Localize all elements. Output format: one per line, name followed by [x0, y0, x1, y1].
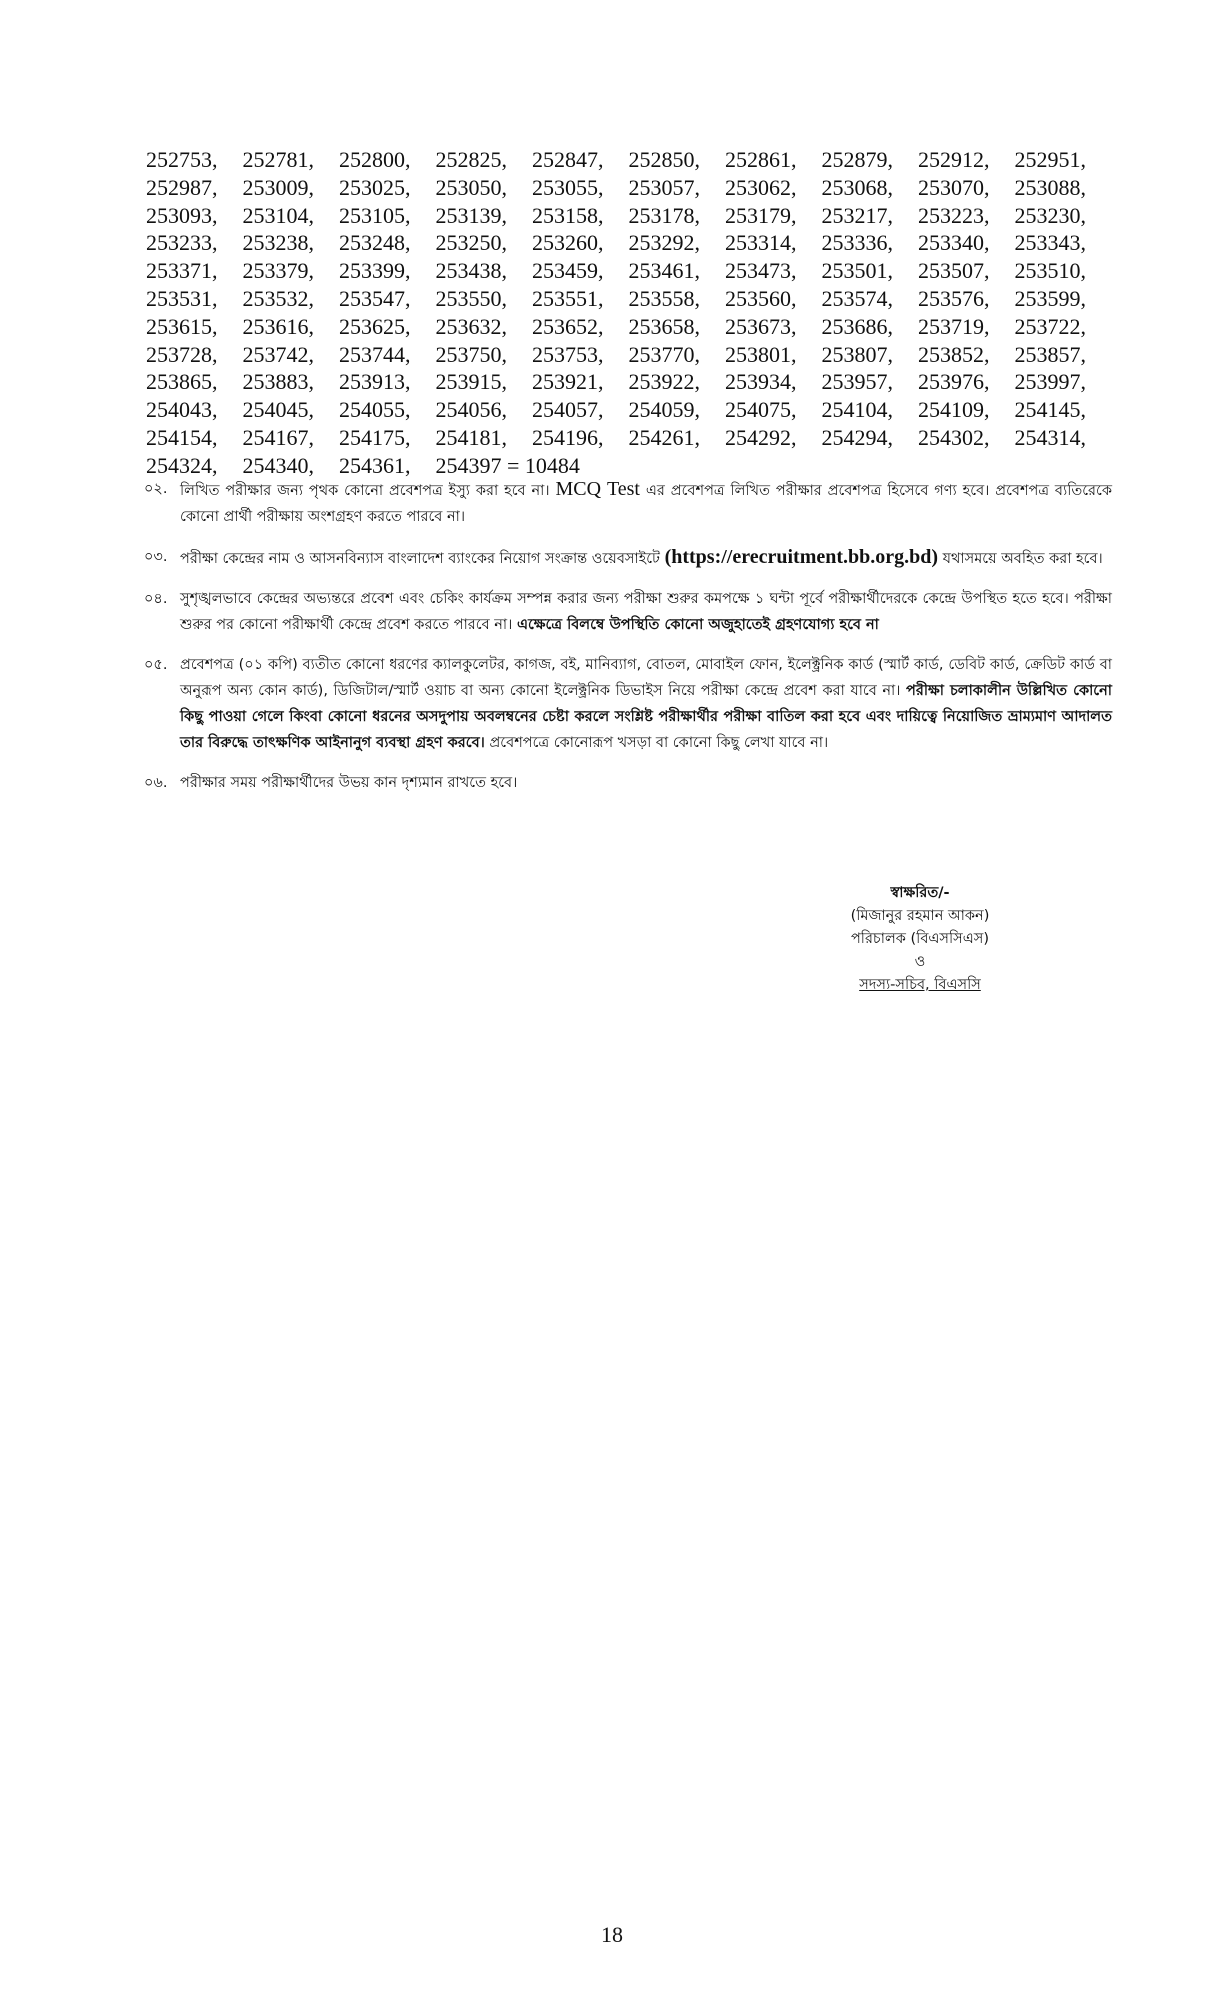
roll-number: 253547, [339, 285, 411, 311]
roll-number: 254059, [628, 397, 700, 423]
roll-number: 254292, [725, 424, 797, 450]
roll-number: 253088, [1014, 174, 1086, 200]
roll-number: 252912, [918, 147, 990, 172]
instruction-text [180, 586, 1112, 638]
roll-number: 254109, [918, 397, 990, 423]
roll-number: 253753, [532, 341, 604, 367]
roll-row [146, 368, 1106, 396]
instruction-text [180, 652, 1112, 756]
roll-number: 253915, [435, 369, 507, 395]
roll-number: 253997, [1014, 369, 1086, 395]
roll-number: 254175, [339, 424, 411, 450]
instruction-segment: পরীক্ষা কেন্দ্রের নাম ও আসনবিন্যাস বাংলাদেশ ব্যাংকের নিয়োগ সংক্রান্ত ওয়েবসাইটে [180, 551, 665, 567]
signatory-conjunction: ও [914, 954, 926, 970]
instructions-list [144, 476, 1112, 810]
roll-row [146, 341, 1106, 369]
roll-number: 253913, [339, 369, 411, 395]
roll-number: 254181, [435, 424, 507, 450]
roll-number: 253770, [628, 341, 700, 367]
roll-number: 253105, [339, 202, 411, 228]
page-number: 18 [601, 1922, 623, 1947]
roll-number: 253459, [532, 258, 604, 284]
signatory-designation: পরিচালক (বিএসসিএস) [850, 931, 990, 947]
roll-number: 253976, [918, 369, 990, 395]
roll-number: 253615, [146, 313, 218, 339]
roll-number: 253179, [725, 202, 797, 228]
signatory-secretary: সদস্য-সচিব, বিএসসি [859, 977, 981, 993]
roll-number: 253616, [242, 313, 314, 339]
roll-number: 253217, [821, 202, 893, 228]
roll-number: 253336, [821, 230, 893, 256]
instruction-text [180, 544, 1112, 572]
roll-number: 253343, [1014, 230, 1086, 256]
roll-number: 253852, [918, 341, 990, 367]
roll-number: 253399, [339, 258, 411, 284]
roll-number: 253742, [242, 341, 314, 367]
roll-number: 252850, [628, 147, 700, 172]
roll-number: 253158, [532, 202, 604, 228]
roll-number: 254261, [628, 424, 700, 450]
roll-number: 253599, [1014, 285, 1086, 311]
roll-number: 253068, [821, 174, 893, 200]
roll-number: 253728, [146, 341, 218, 367]
roll-number: 252879, [821, 147, 893, 172]
roll-number: 253461, [628, 258, 700, 284]
roll-row [146, 424, 1106, 452]
roll-number: 252861, [725, 147, 797, 172]
instruction-segment: পরীক্ষার সময় পরীক্ষার্থীদের উভয় কান দৃশ্যমান রাখতে হবে। [180, 775, 518, 791]
roll-number: 254045, [242, 397, 314, 423]
roll-number: 254340, [242, 452, 314, 478]
instruction-item [144, 544, 1112, 572]
roll-row [146, 257, 1106, 285]
instruction-text [180, 770, 1112, 796]
instruction-segment: এক্ষেত্রে বিলম্বে উপস্থিতি কোনো অজুহাতেই গ্রহণযোগ্য হবে না [516, 617, 879, 633]
roll-number: 253093, [146, 202, 218, 228]
instruction-segment: লিখিত পরীক্ষার জন্য পৃথক কোনো প্রবেশপত্র ইস্যু করা হবে না। [180, 483, 556, 499]
roll-number: 254167, [242, 424, 314, 450]
roll-number: 253314, [725, 230, 797, 256]
roll-number: 253473, [725, 258, 797, 284]
roll-row [146, 174, 1106, 202]
instruction-number: ০২. [144, 481, 168, 497]
roll-number: 252847, [532, 147, 604, 172]
roll-row [146, 146, 1106, 174]
instruction-number: ০৫. [144, 657, 168, 673]
roll-number: 253178, [628, 202, 700, 228]
roll-number: 253070, [918, 174, 990, 200]
roll-number: 254314, [1014, 424, 1086, 450]
roll-number: 253652, [532, 313, 604, 339]
roll-number: 253673, [725, 313, 797, 339]
roll-number: 253934, [725, 369, 797, 395]
roll-row [146, 202, 1106, 230]
roll-number: 253139, [435, 202, 507, 228]
roll-number: 253750, [435, 341, 507, 367]
roll-number: 254397 = 10484 [435, 452, 580, 478]
roll-number: 253501, [821, 258, 893, 284]
roll-number: 254055, [339, 397, 411, 423]
roll-number: 254302, [918, 424, 990, 450]
roll-number: 254294, [821, 424, 893, 450]
roll-number: 253510, [1014, 258, 1086, 284]
signatory-name: (মিজানুর রহমান আকন) [850, 908, 990, 924]
roll-number: 253625, [339, 313, 411, 339]
roll-number: 253104, [242, 202, 314, 228]
instruction-segment: পরীক্ষা চলাকালীন উল্লিখিত কোনো কিছু পাওয়া গেলে কিংবা কোনো ধরনের অসদুপায় অবলম্বনের চেষ্টা করলে সংশ্লিষ্ট পরীক্ষার্থীর পরীক্ষা বাতিল করা হবে এবং দায়িত্বে নিয়োজিত ভ্রাম্যমাণ আদালত তার বিরুদ্ধে তাৎক্ষণিক আইনানুগ ব্যবস্থা গ্রহণ করবে। [180, 683, 1112, 751]
roll-number: 253233, [146, 230, 218, 256]
roll-number: 254075, [725, 397, 797, 423]
roll-number: 253379, [242, 258, 314, 284]
roll-number: 253632, [435, 313, 507, 339]
roll-number: 254057, [532, 397, 604, 423]
roll-number: 252825, [435, 147, 507, 172]
roll-number: 253957, [821, 369, 893, 395]
roll-number: 253686, [821, 313, 893, 339]
roll-number: 253507, [918, 258, 990, 284]
instruction-segment: MCQ Test [555, 478, 640, 500]
roll-number: 253260, [532, 230, 604, 256]
roll-row [146, 313, 1106, 341]
signature-block [820, 882, 1020, 997]
roll-number: 254196, [532, 424, 604, 450]
instruction-segment: প্রবেশপত্রে কোনোরূপ খসড়া বা কোনো কিছু লেখা যাবে না। [484, 735, 829, 751]
roll-number: 253922, [628, 369, 700, 395]
roll-row [146, 229, 1106, 257]
roll-number: 252987, [146, 174, 218, 200]
roll-number: 253062, [725, 174, 797, 200]
signed-label: স্বাক্ষরিত/- [890, 885, 950, 901]
roll-number: 253238, [242, 230, 314, 256]
roll-number: 252800, [339, 147, 411, 172]
instruction-segment: প্রবেশপত্র (০১ কপি) ব্যতীত কোনো ধরণের ক্যালকুলেটর, কাগজ, বই, মানিব্যাগ, বোতল, মোবাইল ফোন, ইলেক্ট্রনিক কার্ড (স্মার্ট কার্ড, ডেবিট কার্ড, ক্রেডিট কার্ড বা অনুরূপ অন্য কোন কার্ড), ডিজিটাল/স্মার্ট ওয়াচ বা অন্য কোনো ইলেক্ট্রনিক ডিভাইস নিয়ে পরীক্ষা কেন্দ্রে প্রবেশ করা যাবে না। [180, 657, 1112, 699]
instruction-item [144, 770, 1112, 796]
roll-number: 253865, [146, 369, 218, 395]
roll-number: 253531, [146, 285, 218, 311]
roll-number: 253576, [918, 285, 990, 311]
roll-number: 253560, [725, 285, 797, 311]
instruction-number: ০৪. [144, 591, 168, 607]
roll-number: 254043, [146, 397, 218, 423]
instruction-item [144, 652, 1112, 756]
roll-number: 253057, [628, 174, 700, 200]
roll-number: 253055, [532, 174, 604, 200]
roll-number: 253025, [339, 174, 411, 200]
roll-number: 253857, [1014, 341, 1086, 367]
roll-number: 253371, [146, 258, 218, 284]
roll-number: 253744, [339, 341, 411, 367]
instruction-number: ০৩. [144, 549, 168, 565]
roll-number: 254056, [435, 397, 507, 423]
instruction-item [144, 476, 1112, 530]
roll-number: 253250, [435, 230, 507, 256]
roll-number: 253340, [918, 230, 990, 256]
roll-number: 252753, [146, 147, 218, 172]
website-link-text: (https://erecruitment.bb.org.bd) [664, 546, 939, 568]
roll-number: 253719, [918, 313, 990, 339]
roll-number: 253050, [435, 174, 507, 200]
instruction-segment: সুশৃঙ্খলভাবে কেন্দ্রের অভ্যন্তরে প্রবেশ এবং চেকিং কার্যক্রম সম্পন্ন করার জন্য পরীক্ষা শুরুর কমপক্ষে ১ ঘন্টা পূর্বে পরীক্ষার্থীদেরকে কেন্দ্রে উপস্থিত হতে হবে। পরীক্ষা শুরুর পর কোনো পরীক্ষার্থী কেন্দ্রে প্রবেশ করতে পারবে না। [180, 591, 1112, 633]
roll-number: 252781, [242, 147, 314, 172]
roll-number: 253248, [339, 230, 411, 256]
instruction-item [144, 586, 1112, 638]
roll-number: 252951, [1014, 147, 1086, 172]
roll-number: 253722, [1014, 313, 1086, 339]
roll-number: 253292, [628, 230, 700, 256]
instruction-number: ০৬. [144, 775, 168, 791]
roll-number: 253658, [628, 313, 700, 339]
roll-number: 253801, [725, 341, 797, 367]
roll-number: 253550, [435, 285, 507, 311]
roll-number-list [146, 146, 1106, 480]
roll-number: 254104, [821, 397, 893, 423]
roll-number: 254154, [146, 424, 218, 450]
roll-number: 253223, [918, 202, 990, 228]
roll-number: 253009, [242, 174, 314, 200]
roll-number: 253551, [532, 285, 604, 311]
roll-number: 253438, [435, 258, 507, 284]
roll-number: 253230, [1014, 202, 1086, 228]
roll-row [146, 285, 1106, 313]
roll-number: 254361, [339, 452, 411, 478]
roll-number: 253558, [628, 285, 700, 311]
roll-number: 254145, [1014, 397, 1086, 423]
roll-row [146, 396, 1106, 424]
roll-number: 253883, [242, 369, 314, 395]
roll-number: 253532, [242, 285, 314, 311]
roll-number: 253921, [532, 369, 604, 395]
instruction-text [180, 476, 1112, 530]
roll-number: 254324, [146, 452, 218, 478]
roll-number: 253574, [821, 285, 893, 311]
instruction-segment: যথাসময়ে অবহিত করা হবে। [938, 551, 1103, 567]
roll-number: 253807, [821, 341, 893, 367]
instruction-segment: এর প্রবেশপত্র লিখিত পরীক্ষার প্রবেশপত্র হিসেবে গণ্য হবে। প্রবেশপত্র ব্যতিরেকে কোনো প্রার্থী পরীক্ষায় অংশগ্রহণ করতে পারবে না। [180, 483, 1113, 525]
